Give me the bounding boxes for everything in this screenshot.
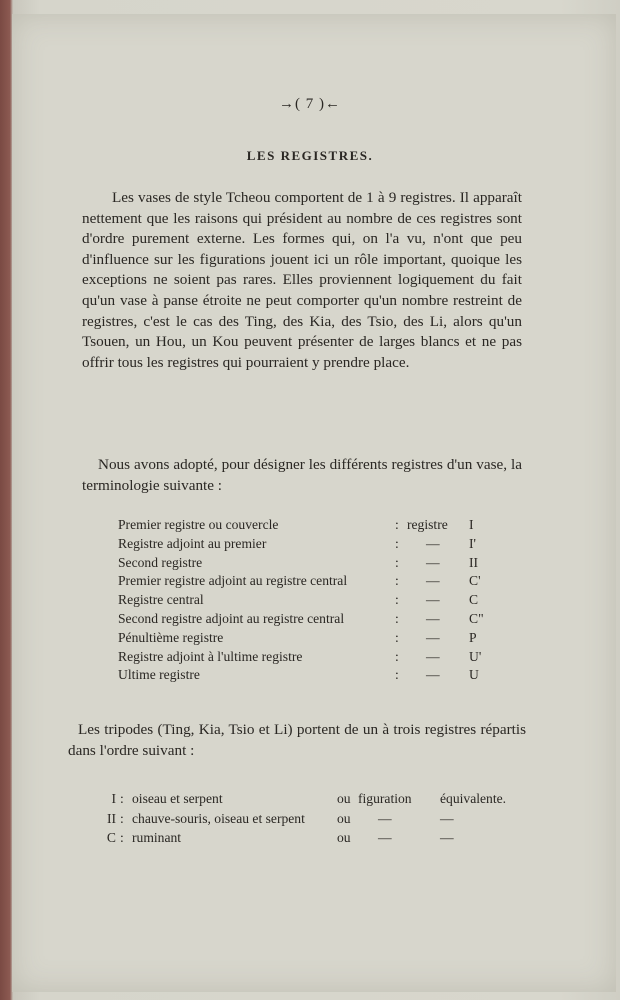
register-symbol: U: [469, 667, 479, 683]
register-term: —: [426, 648, 440, 664]
tripod-ou: ou: [337, 830, 351, 845]
register-symbol: C: [469, 592, 479, 608]
register-term: —: [426, 554, 440, 570]
tripod-ou: ou: [337, 810, 351, 826]
register-symbol: I: [469, 517, 474, 532]
tripod-description: oiseau et serpent: [132, 791, 223, 806]
register-colon: :: [395, 667, 399, 683]
register-name: Registre adjoint au premier: [118, 535, 267, 551]
tripod-colon: :: [120, 810, 124, 826]
register-name: Premier registre adjoint au registre central: [118, 573, 348, 589]
register-symbol: C': [469, 573, 481, 589]
register-colon: :: [395, 517, 399, 532]
tripod-colon: :: [120, 791, 124, 806]
register-colon: :: [395, 648, 399, 664]
paragraph-terminology-intro: Nous avons adopté, pour désigner les différents registres d'un vase, la terminologie suivante :: [82, 456, 522, 494]
paragraph-registers-intro: Les vases de style Tcheou comportent de 1 à 9 registres. Il apparaît nettement que les raisons qui président au nombre de ces registres sont d'ordre purement externe. Les formes qui, on l'a vu, n'ont que peu d'influence sur les figurations jouent ici un rôle important, quoique les exceptions ne soient pas rares. Elles proviennent logiquement du fait qu'un vase à panse étroite ne peut comporter qu'un nombre restreint de registres, c'est le cas des Ting, des Kia, des Tsio, des Li, alors qu'un Tsouen, un Hou, un Kou peuvent présenter de larges blancs et ne pas offrir tous les registres qui pourraient y prendre place.: [82, 189, 522, 371]
register-term: —: [426, 667, 440, 683]
register-symbol: C": [469, 610, 484, 626]
tripod-colon: :: [120, 830, 124, 845]
register-colon: :: [395, 592, 399, 608]
tripod-alt-b: —: [440, 810, 454, 826]
tripod-alt-b: équivalente.: [440, 791, 507, 806]
paragraph-tripods: Les tripodes (Ting, Kia, Tsio et Li) portent de un à trois registres répartis dans l'ordre suivant :: [68, 721, 526, 759]
register-name: Registre central: [118, 592, 204, 608]
tripod-alt-b: —: [440, 830, 454, 845]
register-colon: :: [395, 610, 399, 626]
register-name: Second registre adjoint au registre central: [118, 610, 345, 626]
register-name: Premier registre ou couvercle: [118, 517, 279, 532]
tripod-description: ruminant: [132, 830, 182, 845]
register-term: —: [426, 629, 440, 645]
register-colon: :: [395, 629, 399, 645]
register-term: —: [426, 592, 440, 608]
tripod-alt-a: —: [378, 830, 392, 845]
tripod-register-label: C: [106, 830, 116, 845]
register-symbol: P: [469, 629, 477, 645]
register-colon: :: [395, 535, 399, 551]
register-term: registre: [407, 517, 448, 532]
tripod-register-label: I: [111, 791, 116, 806]
register-term: —: [426, 610, 440, 626]
section-heading: LES REGISTRES.: [246, 148, 374, 163]
register-symbol: I': [469, 535, 476, 551]
register-symbol: II: [469, 554, 479, 570]
register-term: —: [426, 573, 440, 589]
register-name: Registre adjoint à l'ultime registre: [118, 648, 303, 664]
tripod-alt-a: figuration: [358, 791, 412, 806]
register-colon: :: [395, 573, 399, 589]
tripod-alt-a: —: [378, 810, 392, 826]
register-colon: :: [395, 554, 399, 570]
tripod-ou: ou: [337, 791, 351, 806]
register-name: Ultime registre: [118, 667, 200, 683]
tripod-description: chauve-souris, oiseau et serpent: [132, 810, 305, 826]
register-name: Second registre: [118, 554, 203, 570]
register-name: Pénultième registre: [118, 629, 224, 645]
tripod-register-label: II: [106, 810, 116, 826]
register-term: —: [426, 535, 440, 551]
register-symbol: U': [469, 648, 482, 664]
page-number: →( 7 )←: [279, 96, 341, 112]
